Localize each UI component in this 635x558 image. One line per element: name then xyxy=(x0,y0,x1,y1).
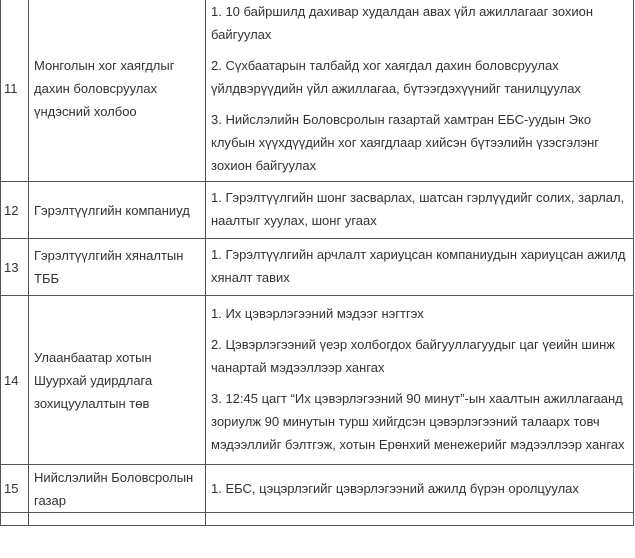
row-number: 15 xyxy=(1,465,29,513)
action-item: 3. Нийслэлийн Боловсролын газартай хамтран ЕБС-уудын Эко клубын хүүхдүүдийн хог хаягдлаар хийсэн бүтээлийн үзэсгэлэнг зохион байгуулах xyxy=(211,112,600,173)
actions-cell-empty xyxy=(206,513,634,526)
organization-cell-empty xyxy=(29,513,206,526)
actions-cell xyxy=(206,465,634,513)
table-row xyxy=(1,0,634,182)
row-number: 12 xyxy=(1,182,29,239)
row-number: 13 xyxy=(1,239,29,296)
row-number: 11 xyxy=(1,0,29,182)
actions-cell xyxy=(206,296,634,465)
row-number: 14 xyxy=(1,296,29,465)
row-number-empty xyxy=(1,513,29,526)
actions-cell xyxy=(206,239,634,296)
organization-cell: Нийслэлийн Боловсролын газар xyxy=(29,465,206,513)
table-row xyxy=(1,296,634,465)
action-item: 1. Их цэвэрлэгээний мэдээг нэгтгэх xyxy=(211,306,424,321)
action-item: 1. ЕБС, цэцэрлэгийг цэвэрлэгээний ажилд бүрэн оролцуулах xyxy=(211,481,579,496)
action-item: 1. 10 байршилд дахивар худалдан авах үйл ажиллагааг зохион байгуулах xyxy=(211,4,594,42)
action-item: 2. Сүхбаатарын талбайд хог хаягдал дахин боловсруулах үйлдвэрүүдийн үйл ажиллагаа, бүтээгдэхүүнийг танилцуулах xyxy=(211,58,581,96)
organization-cell: Улаанбаатар хотын Шуурхай удирдлага зохицуулалтын төв xyxy=(29,296,206,465)
action-item: 1. Гэрэлтүүлгийн арчлалт хариуцсан компаниудын хариуцсан ажилд хяналт тавих xyxy=(211,247,626,285)
action-item: 3. 12:45 цагт “Их цэвэрлэгээний 90 минут”-ын хаалтын ажиллагаанд зориулж 90 минутын турш хийгдсэн цэвэрлэгээний талаарх товч мэдээллийг бэлтгэж, хотын Ерөнхий менежерийг мэдээллээр хангах xyxy=(211,391,625,452)
actions-cell xyxy=(206,0,634,182)
organization-cell: Монголын хог хаягдлыг дахин боловсруулах үндэсний холбоо xyxy=(29,0,206,182)
table-row xyxy=(1,465,634,513)
organization-cell: Гэрэлтүүлгийн компаниуд xyxy=(29,182,206,239)
table-row xyxy=(1,239,634,296)
action-item: 2. Цэвэрлэгээний үеэр холбогдох байгууллагуудыг цаг үеийн шинж чанартай мэдээллээр хангах xyxy=(211,337,616,375)
actions-cell xyxy=(206,182,634,239)
table-row xyxy=(1,182,634,239)
organization-cell: Гэрэлтүүлгийн хяналтын ТББ xyxy=(29,239,206,296)
action-item: 1. Гэрэлтүүлгийн шонг засварлах, шатсан гэрлүүдийг солих, зарлал, наалтыг хуулах, шонг угаах xyxy=(211,190,625,228)
table-row-partial xyxy=(1,513,634,526)
